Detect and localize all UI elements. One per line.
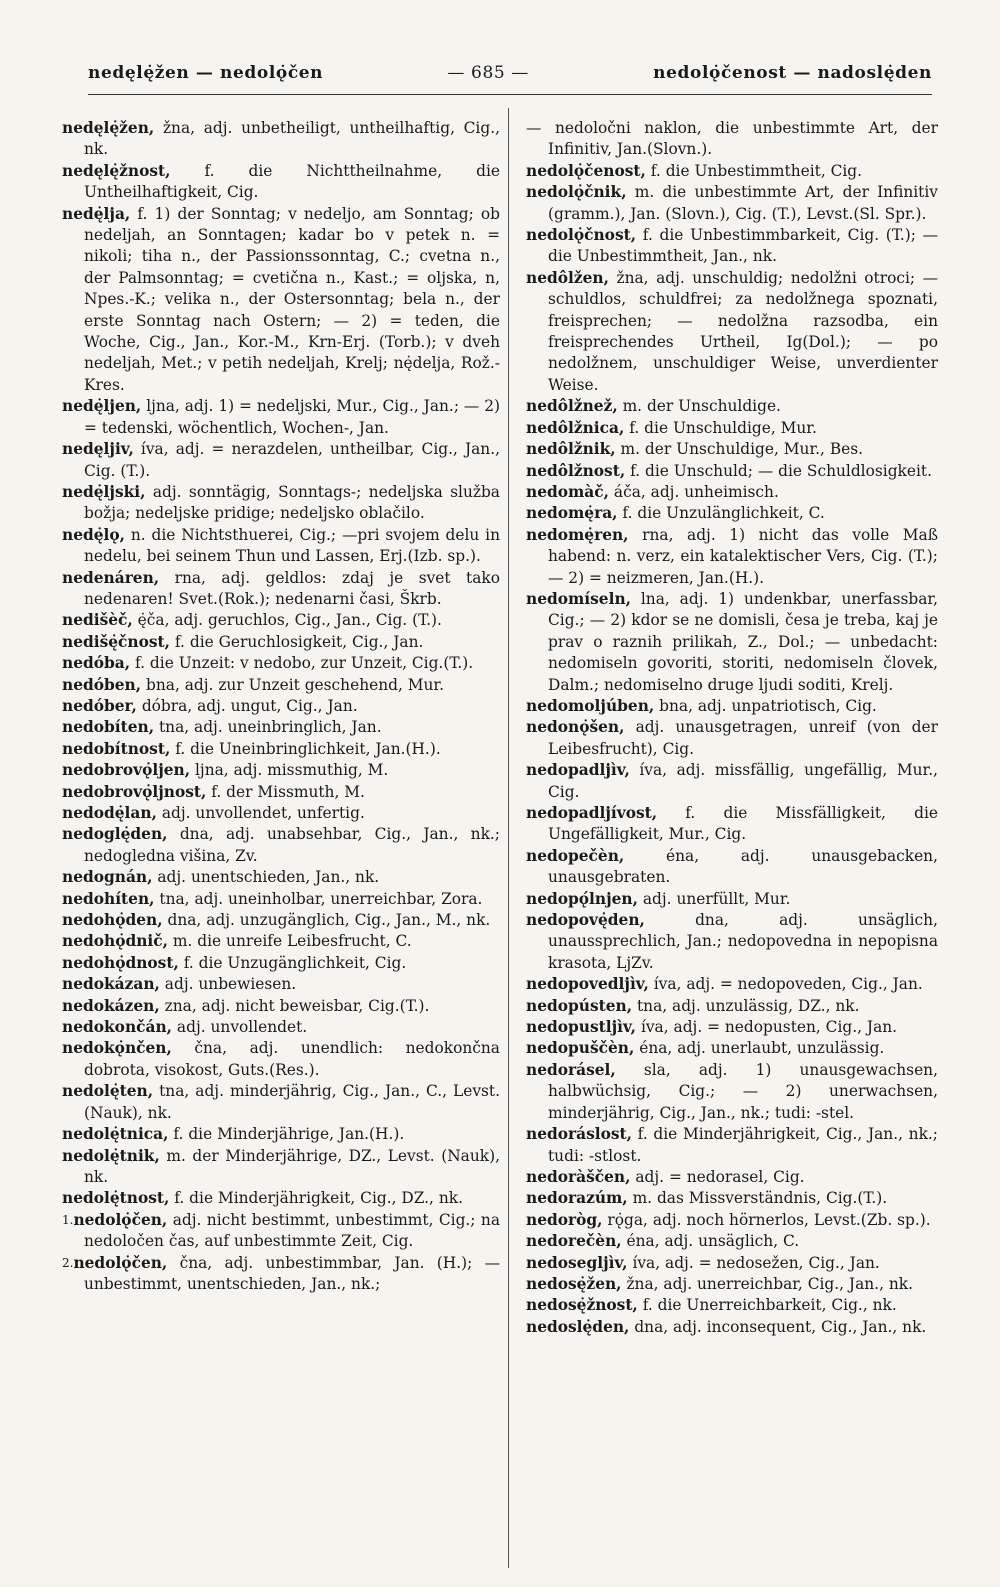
dictionary-entry <box>62 803 500 824</box>
header-left-guideword: nedęlę̇žen — nedolǫ̇čen <box>88 63 324 83</box>
entry-definition: adj. = nedorasel, Cig. <box>630 1167 805 1186</box>
entry-headword: nedorečèn, <box>526 1232 622 1251</box>
entry-definition: zna, adj. nicht beweisbar, Cig.(T.). <box>159 996 430 1015</box>
entry-headword: nedopústen, <box>526 996 633 1015</box>
entry-definition: lna, adj. 1) undenkbar, unerfassbar, Cig.; — 2) kdor se ne domisli, česa je treba, kaj je prav o raznih prilikah, Z., Dol.; — unbedacht: nedomiseln govoriti, storiti, nedomiseln človek, Dalm.; nedomiselno druge ljudi soditi, Krelj. <box>548 589 938 694</box>
dictionary-entry <box>62 867 500 888</box>
dictionary-entry <box>526 803 938 846</box>
dictionary-entry <box>62 931 500 952</box>
entry-definition: rǫ̇ga, adj. noch hörnerlos, Levst.(Zb. sp.). <box>602 1210 931 1229</box>
dictionary-entry <box>526 1317 938 1338</box>
dictionary-entry <box>62 974 500 995</box>
entry-definition: tna, adj. uneinbringlich, Jan. <box>154 718 382 737</box>
entry-definition: — nedoločni naklon, die unbestimmte Art, der Infinitiv, Jan.(Slovn.). <box>526 119 938 159</box>
right-column <box>526 118 938 1568</box>
dictionary-entry <box>526 1210 938 1231</box>
entry-headword: nedišèč, <box>62 611 133 630</box>
entry-definition: f. die Unbestimmtheit, Cig. <box>645 161 863 180</box>
entry-definition: f. die Unzulänglichkeit, C. <box>617 504 825 523</box>
dictionary-entry <box>62 525 500 568</box>
entry-definition: f. die Minderjährigkeit, Cig., DZ., nk. <box>169 1189 463 1208</box>
entry-headword: nedolǫ̇čnik, <box>526 183 627 202</box>
dictionary-entry <box>62 1210 500 1253</box>
header-right-guideword: nedolǫ̇čenost — nadoslę̇den <box>653 63 932 83</box>
dictionary-entry <box>526 525 938 589</box>
dictionary-entry <box>62 1253 500 1296</box>
dictionary-entry <box>62 717 500 738</box>
entry-headword: nedęlę̇žen, <box>62 119 155 137</box>
page-header <box>88 58 932 88</box>
dictionary-entry <box>526 396 938 417</box>
entry-definition: f. die Unzeit: v nedobo, zur Unzeit, Cig.(T.). <box>130 654 474 673</box>
entry-headword: nedobíten, <box>62 718 155 737</box>
entry-headword: nedę̇lǫ, <box>62 525 126 544</box>
entry-definition: f. die Minderjährigkeit, Cig., Jan., nk.; tudi: -stlost. <box>548 1125 938 1165</box>
entry-definition: adj. unbewiesen. <box>159 975 297 994</box>
entry-headword: nedenáren, <box>62 568 160 587</box>
homograph-number: 1. <box>62 1212 74 1227</box>
entry-definition: éna, adj. unsäglich, C. <box>621 1232 800 1251</box>
entry-definition: éna, adj. unerlaubt, unzulässig. <box>634 1039 885 1058</box>
dictionary-entry <box>526 1038 938 1059</box>
entry-definition: čna, adj. unbestimmbar, Jan. (H.); — unbestimmt, unentschieden, Jan., nk.; <box>84 1253 500 1293</box>
dictionary-entry <box>526 910 938 974</box>
entry-definition: f. die Uneinbringlichkeit, Jan.(H.). <box>170 739 441 758</box>
entry-definition: f. die Nichttheilnahme, die Untheilhaftigkeit, Cig. <box>84 161 500 202</box>
entry-headword: nedolę̇tnica, <box>62 1125 169 1144</box>
dictionary-entry <box>62 653 500 674</box>
dictionary-entry <box>526 996 938 1017</box>
entry-headword: nedôlžen, <box>526 268 609 287</box>
entry-definition: m. der Unschuldige. <box>617 397 781 416</box>
entry-headword: nedopǫ́lnjen, <box>526 889 638 908</box>
entry-definition: rna, adj. 1) nicht das volle Maß habend: n. verz, ein katalektischer Vers, Cig. (T.); — 2) = neizmeren, Jan.(H.). <box>548 525 938 587</box>
entry-definition: f. die Missfälligkeit, die Ungefälligkeit, Mur., Cig. <box>548 804 938 844</box>
entry-definition: f. die Minderjährige, Jan.(H.). <box>168 1125 405 1144</box>
entry-definition: bna, adj. unpatriotisch, Cig. <box>654 696 877 715</box>
dictionary-entry <box>526 439 938 460</box>
entry-headword: nedonǫ̇šen, <box>526 718 625 737</box>
dictionary-entry <box>62 161 500 204</box>
entry-definition: ę̇ča, adj. geruchlos, Cig., Jan., Cig. (T.). <box>132 611 442 630</box>
column-divider <box>508 108 509 1568</box>
entry-headword: nedoráslost, <box>526 1125 632 1144</box>
entry-headword: nedosę̇žen, <box>526 1274 622 1293</box>
entry-headword: nedomíseln, <box>526 589 631 608</box>
dictionary-entry <box>526 503 938 524</box>
entry-definition: f. die Geruchlosigkeit, Cig., Jan. <box>170 632 424 651</box>
entry-headword: nedę̇lja, <box>62 204 131 223</box>
entry-headword: nedomàč, <box>526 482 609 501</box>
entry-headword: nedomę̇ra, <box>526 504 618 523</box>
dictionary-entry <box>62 889 500 910</box>
entry-headword: nedognán, <box>62 868 153 887</box>
entry-headword: nedopuščèn, <box>526 1039 635 1058</box>
dictionary-entry <box>526 1017 938 1038</box>
dictionary-entry <box>62 910 500 931</box>
entry-headword: nedôlžnik, <box>526 440 616 459</box>
entry-definition: žna, adj. unbetheiligt, untheilhaftig, Cig., nk. <box>84 119 500 159</box>
dictionary-entry <box>526 1295 938 1316</box>
dictionary-entry <box>526 118 938 161</box>
dictionary-entry <box>62 760 500 781</box>
dictionary-entry <box>526 974 938 995</box>
entry-definition: rna, adj. geldlos: zdaj je svet tako nedenaren! Svet.(Rok.); nedenarni časi, Škrb. <box>84 568 500 608</box>
entry-headword: nedokǫ̇nčen, <box>62 1039 172 1058</box>
entry-definition: m. der Minderjährige, DZ., Levst. (Nauk), nk. <box>84 1146 500 1186</box>
entry-headword: nedohǫ̇dnič, <box>62 932 168 951</box>
dictionary-entry <box>526 1124 938 1167</box>
entry-definition: bna, adj. zur Unzeit geschehend, Mur. <box>141 675 444 694</box>
entry-headword: nedodę̇lan, <box>62 804 157 822</box>
entry-definition: áča, adj. unheimisch. <box>609 482 779 501</box>
dictionary-entry <box>526 1060 938 1124</box>
dictionary-entry <box>526 589 938 696</box>
header-rule <box>88 94 932 95</box>
dictionary-entry <box>62 1017 500 1038</box>
entry-definition: tna, adj. minderjährig, Cig., Jan., C., Levst.(Nauk), nk. <box>84 1082 500 1122</box>
left-column <box>62 118 500 1568</box>
page-number: — 685 — <box>447 63 529 83</box>
entry-headword: nedóber, <box>62 696 137 715</box>
entry-definition: adj. unentschieden, Jan., nk. <box>152 868 380 887</box>
dictionary-entry <box>62 675 500 696</box>
entry-definition: žna, adj. unschuldig; nedolžni otroci; — schuldlos, schuldfrei; za nedolžnega spoznati, freisprechen; — nedolžna razsodba, ein freisprechendes Urtheil, Ig(Dol.); — po nedolžnem, unschuldiger Weise, unverdienter Weise. <box>548 268 938 394</box>
dictionary-entry <box>62 632 500 653</box>
entry-headword: nedęlę̇žnost, <box>62 161 171 180</box>
dictionary-entry <box>62 953 500 974</box>
dictionary-entry <box>526 889 938 910</box>
dictionary-entry <box>62 610 500 631</box>
entry-headword: nedoràščen, <box>526 1167 631 1186</box>
dictionary-entry <box>526 461 938 482</box>
entry-definition: adj. unvollendet, unfertig. <box>156 804 365 822</box>
entry-definition: f. der Missmuth, M. <box>206 782 365 801</box>
entry-definition: f. die Unerreichbarkeit, Cig., nk. <box>637 1296 897 1315</box>
entry-headword: nedóben, <box>62 675 142 694</box>
entry-headword: nedolǫ̇čenost, <box>526 161 646 180</box>
entry-definition: dna, adj. unabsehbar, Cig., Jan., nk.; nedogledna višina, Zv. <box>84 825 500 865</box>
dictionary-entry <box>62 1146 500 1189</box>
entry-headword: nedolę̇tnost, <box>62 1189 170 1208</box>
entry-headword: nedolǫ̇čnost, <box>526 226 637 245</box>
entry-definition: ljna, adj. 1) = nedeljski, Mur., Cig., Jan.; — 2) = tedenski, wöchentlich, Wochen-, Jan. <box>84 397 500 437</box>
dictionary-entry <box>62 739 500 760</box>
dictionary-entry <box>526 268 938 396</box>
dictionary-entry <box>62 1188 500 1209</box>
entry-definition: f. 1) der Sonntag; v nedeljo, am Sonntag; ob nedeljah, an Sonntagen; kadar bo v petek n. = nikoli; tiha n., der Passionssonntag, C.; cvetna n., der Palmsonntag; = cvetična n., Kast.; = oljska, n, Npes.-K.; velika n., der Ostersonntag; bela n., der erste Sonntag nach Ostern; — 2) = teden, die Woche, Cig., Jan., Kor.-M., Krn-Erj. (Torb.); v dveh nedeljah, Met.; v petih nedeljah, Krelj; nę̇delja, Rož.-Kres. <box>84 204 500 394</box>
entry-definition: n. die Nichtsthuerei, Cig.; —pri svojem delu in nedelu, bei seinem Thun und Lassen, Erj.(Izb. sp.). <box>84 525 500 566</box>
entry-headword: nedôlžnica, <box>526 418 625 437</box>
entry-definition: adj. unausgetragen, unreif (von der Leibesfrucht), Cig. <box>548 718 938 758</box>
entry-headword: nedoglę̇den, <box>62 825 168 844</box>
dictionary-entry <box>62 696 500 717</box>
entry-headword: nedobítnost, <box>62 739 171 758</box>
dictionary-entry <box>62 439 500 482</box>
entry-headword: nedolǫ̇čen, <box>73 1210 168 1229</box>
dictionary-entry <box>526 1188 938 1209</box>
entry-headword: nedopustljìv, <box>526 1018 637 1037</box>
entry-headword: nedopadljìv, <box>526 761 630 780</box>
entry-headword: nedišę̇čnost, <box>62 632 171 651</box>
entry-headword: nedosę̇žnost, <box>526 1296 638 1315</box>
entry-headword: nedokázan, <box>62 975 160 994</box>
entry-definition: m. der Unschuldige, Mur., Bes. <box>615 440 864 459</box>
dictionary-entry <box>526 717 938 760</box>
entry-definition: f. die Unschuld; — die Schuldlosigkeit. <box>625 461 932 480</box>
entry-headword: nedopovę̇den, <box>526 911 645 930</box>
entry-definition: tna, adj. unzulässig, DZ., nk. <box>632 996 860 1015</box>
dictionary-entry <box>62 824 500 867</box>
entry-definition: íva, adj. = nedosežen, Cig., Jan. <box>627 1253 880 1272</box>
entry-headword: nedolę̇ten, <box>62 1082 154 1101</box>
entry-headword: nedôlžnost, <box>526 461 626 480</box>
entry-definition: dna, adj. unsäglich, unaussprechlich, Jan.; nedopovedna in nepopisna krasota, LjZv. <box>548 911 938 972</box>
dictionary-entry <box>526 482 938 503</box>
entry-definition: íva, adj. = nedopusten, Cig., Jan. <box>636 1018 898 1037</box>
dictionary-entry <box>62 396 500 439</box>
entry-definition: ljna, adj. missmuthig, M. <box>190 761 389 780</box>
entry-headword: nedopečèn, <box>526 846 625 865</box>
entry-definition: f. die Unzugänglichkeit, Cig. <box>178 953 407 972</box>
entry-headword: nedóba, <box>62 654 131 673</box>
entry-definition: adj. unvollendet. <box>172 1018 308 1037</box>
dictionary-entry <box>526 1253 938 1274</box>
dictionary-entry <box>526 696 938 717</box>
dictionary-entry <box>62 204 500 397</box>
entry-headword: nedohíten, <box>62 889 155 908</box>
homograph-number: 2. <box>62 1255 74 1270</box>
entry-definition: adj. sonntägig, Sonntags-; nedeljska služba božja; nedeljske pridige; nedeljsko oblačilo. <box>84 482 500 523</box>
entry-definition: žna, adj. unerreichbar, Cig., Jan., nk. <box>621 1274 913 1293</box>
entry-headword: nedoslę̇den, <box>526 1317 630 1336</box>
dictionary-entry <box>62 782 500 803</box>
dictionary-entry <box>526 182 938 225</box>
entry-headword: nedorásel, <box>526 1060 616 1079</box>
dictionary-entry <box>62 1038 500 1081</box>
dictionary-entry <box>526 418 938 439</box>
entry-definition: íva, adj. missfällig, ungefällig, Mur., Cig. <box>548 761 938 801</box>
entry-definition: sla, adj. 1) unausgewachsen, halbwüchsig, Cig.; — 2) unerwachsen, minderjährig, Cig., Jan., nk.; tudi: -stel. <box>548 1060 938 1122</box>
dictionary-entry <box>62 1124 500 1145</box>
entry-headword: nedosegljìv, <box>526 1253 628 1272</box>
entry-definition: dna, adj. unzugänglich, Cig., Jan., M., nk. <box>162 911 491 930</box>
entry-headword: nedęljiv, <box>62 440 134 459</box>
entry-headword: nedolǫ̇čen, <box>73 1253 168 1272</box>
dictionary-entry <box>526 1167 938 1188</box>
entry-headword: nedokázen, <box>62 996 160 1015</box>
entry-headword: nedoròg, <box>526 1210 603 1229</box>
entry-definition: adj. nicht bestimmt, unbestimmt, Cig.; na nedoločen čas, auf unbestimmte Zeit, Cig. <box>84 1210 500 1251</box>
dictionary-entry <box>62 482 500 525</box>
entry-definition: éna, adj. unausgebacken, unausgebraten. <box>548 846 938 887</box>
entry-headword: nedę̇ljen, <box>62 397 142 416</box>
entry-definition: f. die Unbestimmbarkeit, Cig. (T.); — die Unbestimmtheit, Jan., nk. <box>548 226 938 266</box>
entry-definition: m. die unreife Leibesfrucht, C. <box>168 932 412 951</box>
entry-headword: nedôlžnež, <box>526 397 618 416</box>
entry-definition: čna, adj. unendlich: nedokončna dobrota, visokost, Guts.(Res.). <box>84 1039 500 1079</box>
dictionary-entry <box>526 225 938 268</box>
dictionary-entry <box>526 1231 938 1252</box>
dictionary-entry <box>526 846 938 889</box>
entry-headword: nedorazúm, <box>526 1189 628 1208</box>
entry-definition: tna, adj. uneinholbar, unerreichbar, Zora. <box>154 889 483 908</box>
entry-headword: nedę̇ljski, <box>62 482 146 501</box>
dictionary-entry <box>62 568 500 611</box>
dictionary-entry <box>526 760 938 803</box>
entry-headword: nedobrovǫ̇ljen, <box>62 761 191 780</box>
dictionary-entry <box>62 996 500 1017</box>
entry-definition: m. das Missverständnis, Cig.(T.). <box>627 1189 888 1208</box>
entry-definition: íva, adj. = nerazdelen, untheilbar, Cig., Jan., Cig. (T.). <box>84 440 500 480</box>
entry-definition: adj. unerfüllt, Mur. <box>637 889 791 908</box>
entry-headword: nedomę̇ren, <box>526 525 629 544</box>
entry-definition: dna, adj. inconsequent, Cig., Jan., nk. <box>629 1317 927 1336</box>
dictionary-entry <box>62 118 500 161</box>
entry-definition: f. die Unschuldige, Mur. <box>624 418 817 437</box>
entry-headword: nedohǫ̇den, <box>62 911 163 930</box>
entry-headword: nedokončán, <box>62 1018 173 1037</box>
entry-headword: nedolę̇tnik, <box>62 1146 160 1165</box>
entry-headword: nedopadljívost, <box>526 804 658 822</box>
entry-definition: íva, adj. = nedopoveden, Cig., Jan. <box>648 975 923 994</box>
dictionary-entry <box>526 161 938 182</box>
entry-headword: nedopovedljìv, <box>526 975 649 994</box>
entry-headword: nedomoljúben, <box>526 696 655 715</box>
entry-headword: nedohǫ̇dnost, <box>62 953 179 972</box>
dictionary-entry <box>526 1274 938 1295</box>
entry-definition: m. die unbestimmte Art, der Infinitiv (gramm.), Jan. (Slovn.), Cig. (T.), Levst.(Sl. Spr.). <box>548 183 938 223</box>
dictionary-entry <box>62 1081 500 1124</box>
entry-definition: dóbra, adj. ungut, Cig., Jan. <box>136 696 358 715</box>
entry-headword: nedobrovǫ̇ljnost, <box>62 782 207 801</box>
